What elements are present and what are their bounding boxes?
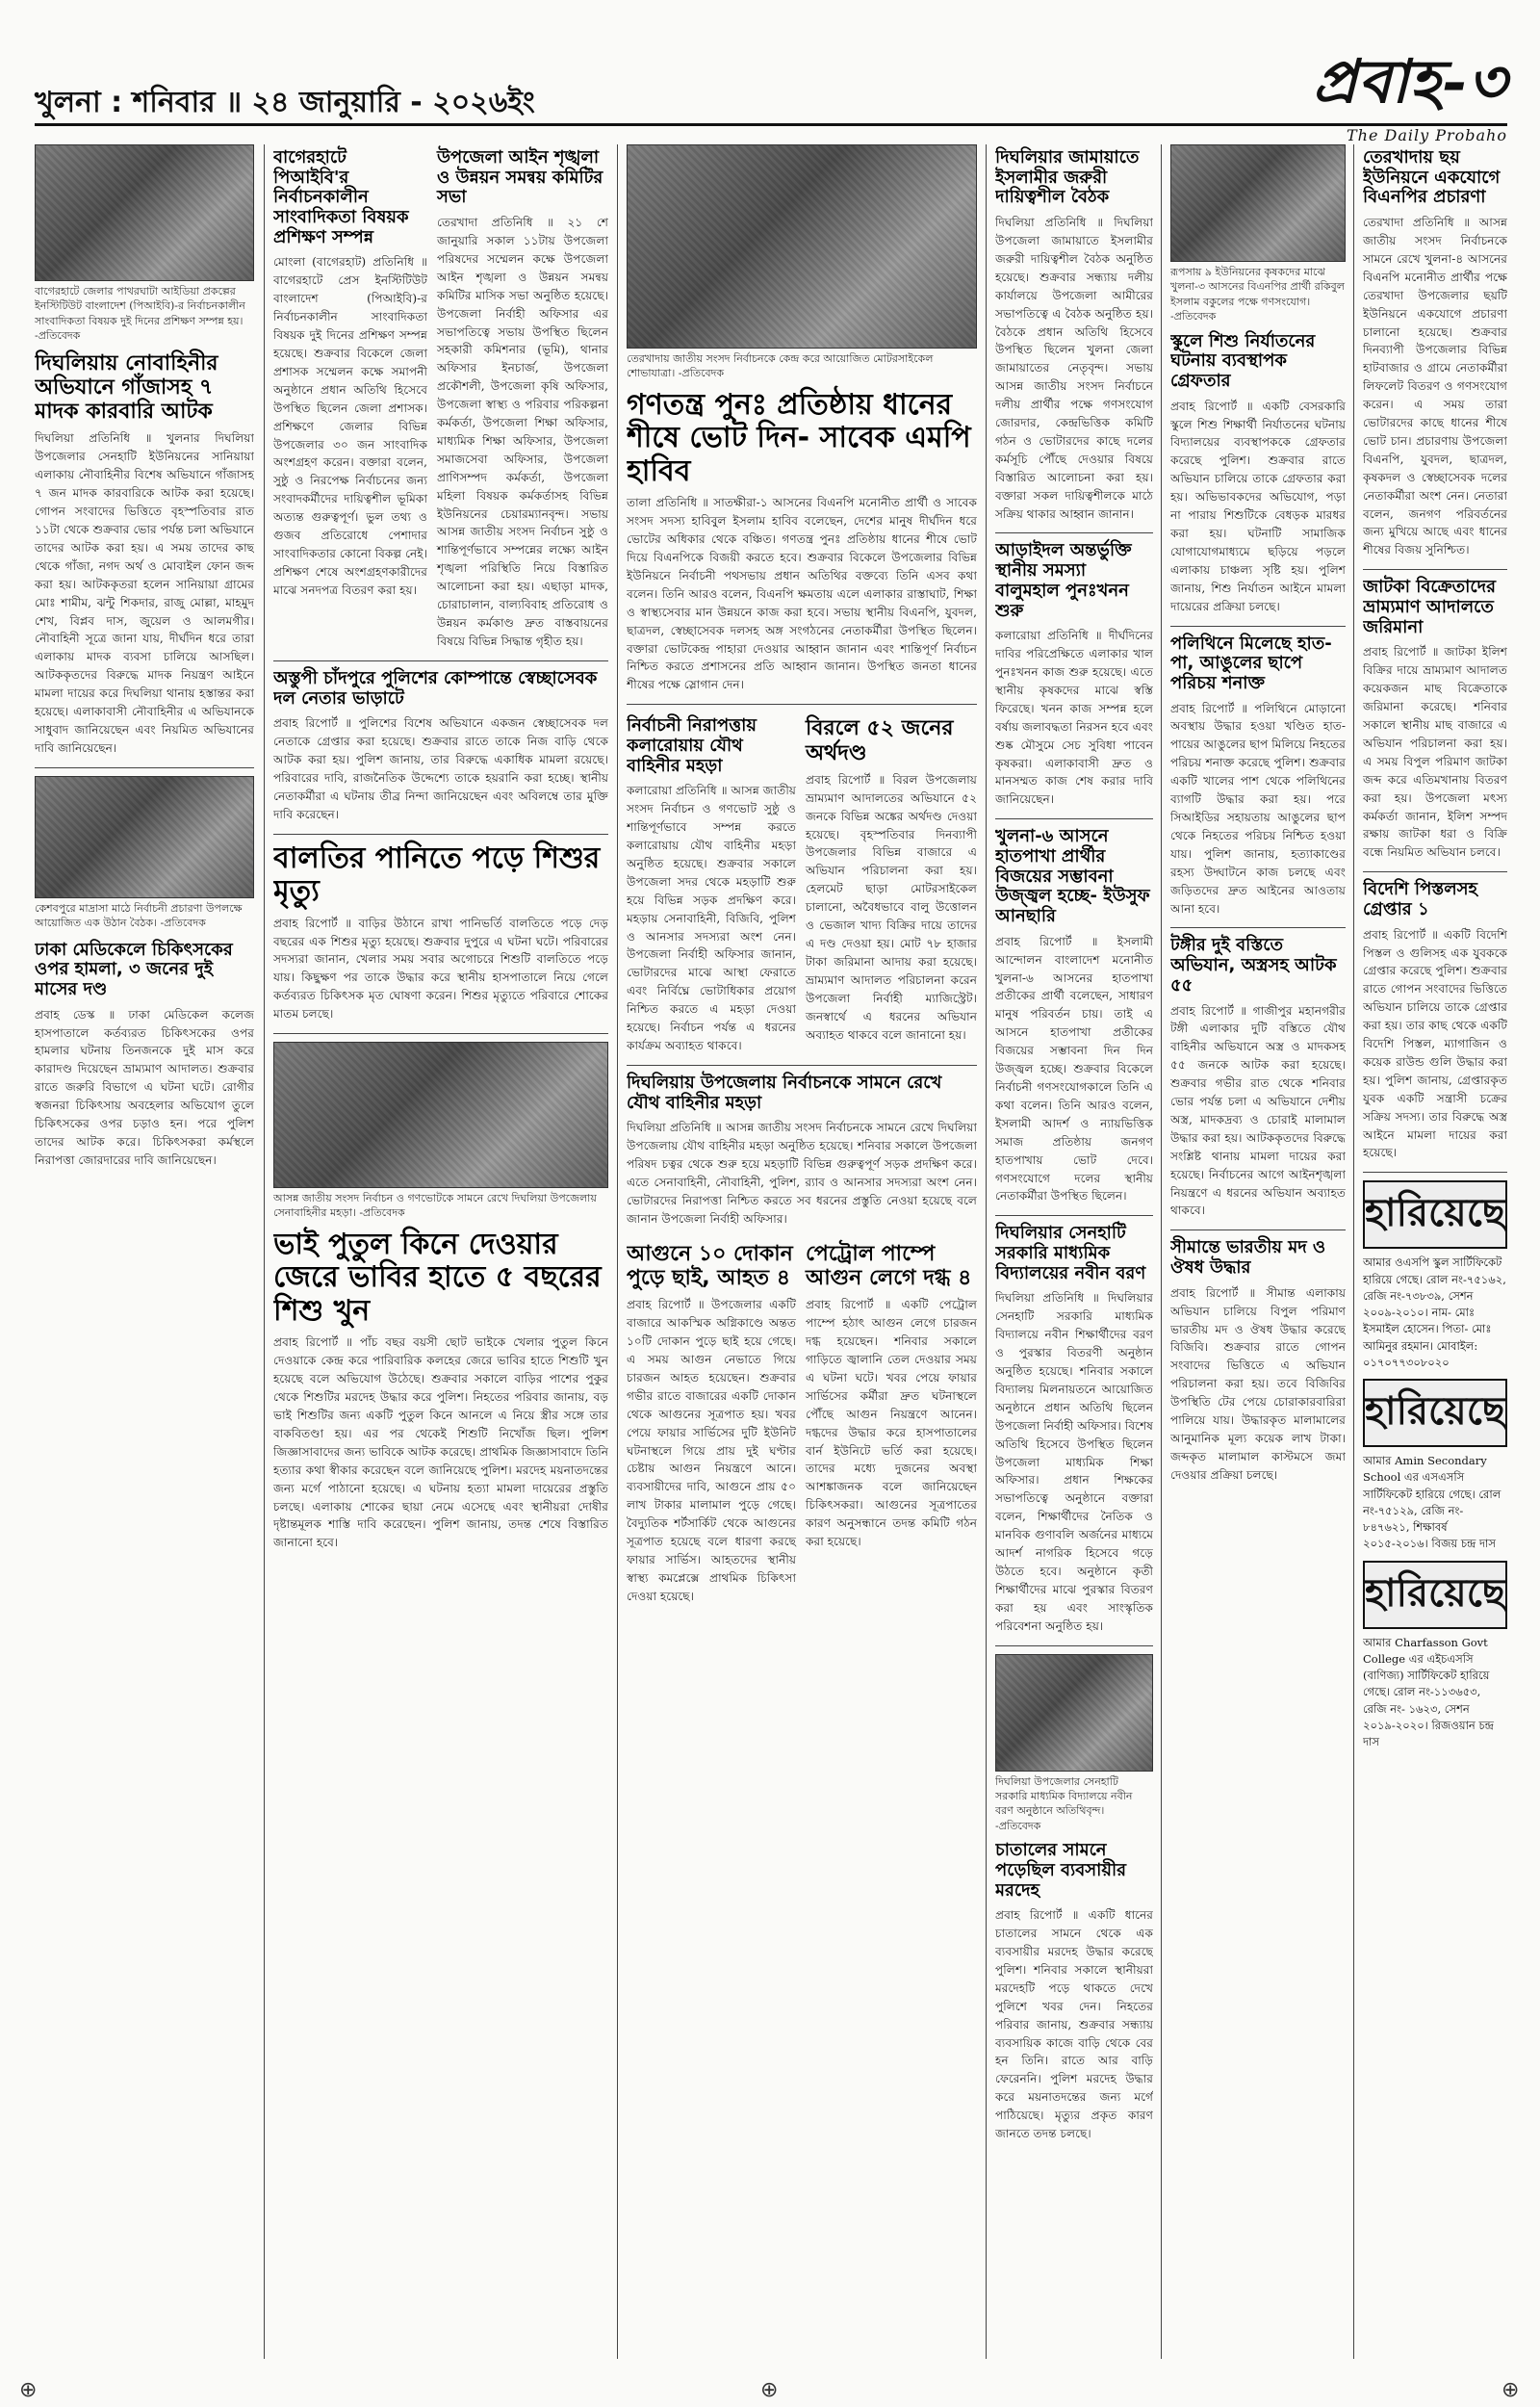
photo-caption: তেরখাদায় জাতীয় সংসদ নির্বাচনকে কেন্দ্র করে আয়োজিত মোটরসাইকেল শোভাযাত্রা। -প্রতিবেদক (627, 352, 934, 380)
story-pair (627, 1238, 977, 1606)
photo-caption: বাগেরহাটে জেলার পাথরঘাটা আইডিয়া প্রকল্পের ইনস্টিটিউট বাংলাদেশ (পিআইবি)-র নির্বাচনকালীন সাংবাদিকতা বিষয়ক দুই দিনের প্রশিক্ষণ সম্পন্ন হয়। -প্রতিবেদক (35, 285, 245, 343)
story-body: দিঘলিয়া প্রতিনিধি ॥ দিঘলিয়ার সেনহাটি সরকারি মাধ্যমিক বিদ্যালয়ে নবীন শিক্ষার্থীদের বরণ ও পুরস্কার বিতরণী অনুষ্ঠান অনুষ্ঠিত হয়েছে। শনিবার সকালে বিদ্যালয় মিলনায়তনে আয়োজিত অনুষ্ঠানে প্রধান অতিথি ছিলেন উপজেলা নির্বাহী অফিসার। বিশেষ অতিথি হিসেবে উপস্থিত ছিলেন উপজেলা মাধ্যমিক শিক্ষা অফিসার। প্রধান শিক্ষকের সভাপতিত্বে অনুষ্ঠানে বক্তারা বলেন, শিক্ষার্থীদের নৈতিক ও মানবিক গুণাবলি অর্জনের মাধ্যমে আদর্শ নাগরিক হিসেবে গড়ে উঠতে হবে। অনুষ্ঠানে কৃতী শিক্ষার্থীদের মাঝে পুরস্কার বিতরণ করা হয় এবং সাংস্কৃতিক পরিবেশনা অনুষ্ঠিত হয়। (995, 1291, 1153, 1633)
story-s9 (627, 712, 796, 1055)
story-photo (1170, 144, 1346, 262)
headline: পেট্রোল পাম্পে আগুন লেগে দগ্ধ ৪ (806, 1241, 972, 1291)
headline: গণতন্ত্র পুনঃ প্রতিষ্ঠায় ধানের শীষে ভোট দিন- সাবেক এমপি হাবিব (627, 387, 971, 488)
headline: খুলনা-৬ আসনে হাতপাখা প্রার্থীর বিজয়ের সম্ভাবনা উজ্জ্বল হচ্ছে- ইউসুফ আনছারি (995, 826, 1150, 927)
story-s17 (995, 1224, 1153, 1635)
story-body: দিঘলিয়া প্রতিনিধি ॥ দিঘলিয়া উপজেলা জামায়াতে ইসলামীর জরুরী দায়িত্বশীল বৈঠক অনুষ্ঠিত হয়েছে। শুক্রবার সন্ধ্যায় দলীয় কার্যালয়ে উপজেলা আমীরের সভাপতিত্বে এ বৈঠক অনুষ্ঠিত হয়। বৈঠকে প্রধান অতিথি হিসেবে উপস্থিত ছিলেন খুলনা জেলা জামায়াতের নেতৃবৃন্দ। সভায় আসন্ন জাতীয় সংসদ নির্বাচনে দলীয় প্রার্থীর পক্ষে গণসংযোগ জোরদার, কেন্দ্রভিত্তিক কমিটি গঠন ও ভোটারদের কাছে দলের কর্মসূচি পৌঁছে দেওয়ার বিষয়ে বিস্তারিত আলোচনা করা হয়। বক্তারা সকল দায়িত্বশীলকে মাঠে সক্রিয় থাকার আহ্বান জানান। (995, 216, 1153, 521)
column-f (1363, 144, 1507, 2359)
column-rule (1353, 144, 1354, 2359)
story-body: কলারোয়া প্রতিনিধি ॥ আসন্ন জাতীয় সংসদ নির্বাচন ও গণভোট সুষ্ঠু ও শান্তিপূর্ণভাবে সম্পন্ন করতে কলারোয়ায় যৌথ বাহিনীর মহড়া অনুষ্ঠিত হয়েছে। শুক্রবার সকালে উপজেলা সদর থেকে মহড়াটি শুরু হয়ে বিভিন্ন সড়ক প্রদক্ষিণ করে। মহড়ায় সেনাবাহিনী, বিজিবি, পুলিশ ও আনসার সদস্যরা অংশ নেন। উপজেলা নির্বাহী অফিসার জানান, ভোটারদের মাঝে আস্থা ফেরাতে এবং নির্বিঘ্নে ভোটাধিকার প্রয়োগ নিশ্চিত করতে এ মহড়া দেওয়া হয়েছে। নির্বাচন পর্যন্ত এ ধরনের কার্যক্রম অব্যাহত থাকবে। (627, 784, 796, 1052)
paper-tagline: The Daily Probaho (1346, 126, 1507, 144)
headline: আড়াইদল অন্তর্ভুক্তি স্থানীয় সমস্যা বালুমহাল পুনঃখনন শুরু (995, 540, 1132, 621)
story-s20 (1363, 148, 1507, 559)
story-s15 (995, 541, 1153, 809)
headline: দিঘলিয়ায় নোবাহিনীর অভিযানে গাঁজাসহ ৭ মাদক কারবারি আটক (35, 350, 218, 425)
headline: দিঘলিয়ায় উপজেলায় নির্বাচনকে সামনে রেখে যৌথ বাহিনীর মহড়া (627, 1072, 942, 1113)
paper-logo (1313, 37, 1507, 144)
story-s19 (1170, 144, 1346, 616)
story-s4 (35, 776, 254, 931)
headline: বিদেশি পিস্তলসহ গ্রেপ্তার ১ (1363, 879, 1477, 919)
registration-mark-icon: ⊕ (19, 2378, 38, 2402)
story-s24 (1363, 880, 1507, 1162)
classified-ad: আমার Charfasson Govt College এর এইচএসসি (বাণিজ্য) সার্টিফিকেট হারিয়ে গেছে। রোল নং-১১৩৬৫৩, রেজি নং- ১৬২৩, সেশন ২০১৯-২০২০। রিজওয়ান চন্দ্র দাস (1363, 1635, 1494, 1749)
story-photo (995, 1654, 1153, 1772)
classified-title: হারিয়েছে (1363, 1379, 1507, 1447)
story-s14 (995, 148, 1153, 523)
story-body: তেরখাদা প্রতিনিধি ॥ ২১ শে জানুয়ারি সকাল ১১টায় উপজেলা পরিষদের সম্মেলন কক্ষে উপজেলা আইন শৃঙ্খলা ও উন্নয়ন সমন্বয় কমিটির মাসিক সভা অনুষ্ঠিত হয়েছে। উপজেলা নির্বাহী অফিসার এর সভাপতিত্বে সভায় উপস্থিত ছিলেন সহকারী কমিশনার (ভূমি), থানার অফিসার ইনচার্জ, উপজেলা প্রকৌশলী, উপজেলা কৃষি অফিসার, উপজেলা স্বাস্থ্য ও পরিবার পরিকল্পনা কর্মকর্তা, উপজেলা শিক্ষা অফিসার, মাধ্যমিক শিক্ষা অফিসার, উপজেলা সমাজসেবা অফিসার, উপজেলা প্রাণিসম্পদ কর্মকর্তা, উপজেলা মহিলা বিষয়ক কর্মকর্তাসহ বিভিন্ন ইউনিয়নের চেয়ারম্যানবৃন্দ। সভায় আসন্ন জাতীয় সংসদ নির্বাচন সুষ্ঠু ও শান্তিপূর্ণভাবে সম্পন্নের লক্ষ্যে আইন শৃঙ্খলা পরিস্থিতি নিয়ে বিস্তারিত আলোচনা করা হয়। এছাড়া মাদক, চোরাচালান, বাল্যবিবাহ প্রতিরোধ ও উন্নয়ন কর্মকাণ্ড দ্রুত বাস্তবায়নের বিষয়ে বিভিন্ন সিদ্ধান্ত গৃহীত হয়। (437, 216, 608, 648)
story-body: প্রবাহ রিপোর্ট ॥ একটি বেসরকারি স্কুলে শিশু শিক্ষার্থী নির্যাতনের ঘটনায় বিদ্যালয়ের ব্যবস্থাপককে গ্রেফতার করেছে পুলিশ। শুক্রবার রাতে অভিযান চালিয়ে তাকে গ্রেফতার করা হয়। অভিভাবকদের অভিযোগ, পড়া না পারায় শিশুটিকে বেধড়ক মারধর করা হয়। ঘটনাটি সামাজিক যোগাযোগমাধ্যমে ছড়িয়ে পড়লে এলাকায় চাঞ্চল্য সৃষ্টি হয়। পুলিশ জানায়, শিশু নির্যাতন আইনে মামলা দায়েরের প্রক্রিয়া চলছে। (1170, 399, 1346, 613)
story-body: প্রবাহ রিপোর্ট ॥ পলিথিনে মোড়ানো অবস্থায় উদ্ধার হওয়া খণ্ডিত হাত-পায়ের আঙুলের ছাপ মিলিয়ে নিহতের পরিচয় শনাক্ত করেছে পুলিশ। শুক্রবার একটি খালের পাশ থেকে পলিথিনের ব্যাগটি উদ্ধার করা হয়। পরে সিআইডির সহায়তায় আঙুলের ছাপ থেকে নিহতের পরিচয় নিশ্চিত হওয়া যায়। পুলিশ জানায়, হত্যাকাণ্ডের রহস্য উদ্ঘাটনে কাজ চলছে এবং জড়িতদের দ্রুত আইনের আওতায় আনা হবে। (1170, 701, 1346, 916)
column-c (627, 144, 977, 2359)
column-e (1170, 144, 1346, 2359)
headline: পলিথিনে মিলেছে হাত-পা, আঙুলের ছাপে পরিচয় শনাক্ত (1170, 633, 1332, 693)
story-s16 (995, 827, 1153, 1205)
headline: ঢাকা মেডিকেলে চিকিৎসকের ওপর হামলা, ৩ জনের দুই মাসের দণ্ড (35, 939, 233, 999)
column-b (273, 144, 608, 2359)
headline: উপজেলা আইন শৃঙ্খলা ও উন্নয়ন সমন্বয় কমিটির সভা (437, 147, 603, 208)
story-s7 (273, 1042, 608, 1552)
photo-caption: আসন্ন জাতীয় সংসদ নির্বাচন ও গণভোটকে সামনে রেখে দিঘলিয়া উপজেলায় সেনাবাহিনীর মহড়া। -প্রতিবেদক (273, 1192, 597, 1220)
story-pair (273, 144, 608, 651)
story-s8 (627, 144, 977, 694)
story-s4-text (273, 669, 608, 824)
classifieds (1363, 1180, 1507, 1750)
paper-name: প্রবাহ-৩ (1312, 46, 1507, 116)
dateline: খুলনা : শনিবার ॥ ২৪ জানুয়ারি - ২০২৬ইং (35, 86, 535, 119)
story-body: কলারোয়া প্রতিনিধি ॥ দীর্ঘদিনের দাবির পরিপ্রেক্ষিতে এলাকার খাল পুনঃখনন কাজ শুরু হয়েছে। এতে স্থানীয় কৃষকদের মাঝে স্বস্তি ফিরেছে। খনন কাজ সম্পন্ন হলে বর্ষায় জলাবদ্ধতা নিরসন হবে এবং শুষ্ক মৌসুমে সেচ সুবিধা পাবেন কৃষকরা। এলাকাবাসী দ্রুত ও মানসম্মত কাজ শেষ করার দাবি জানিয়েছেন। (995, 629, 1153, 807)
headline: ভাই পুতুল কিনে দেওয়ার জেরে ভাবির হাতে ৫ বছরের শিশু খুন (273, 1227, 602, 1328)
story-body: প্রবাহ রিপোর্ট ॥ উপজেলার একটি বাজারে আকস্মিক অগ্নিকাণ্ডে অন্তত ১০টি দোকান পুড়ে ছাই হয়ে গেছে। এ সময় আগুন নেভাতে গিয়ে চারজন আহত হয়েছেন। শুক্রবার গভীর রাতে বাজারের একটি দোকান থেকে আগুনের সূত্রপাত হয়। খবর পেয়ে ফায়ার সার্ভিসের দুটি ইউনিট ঘটনাস্থলে গিয়ে প্রায় দুই ঘণ্টার চেষ্টায় আগুন নিয়ন্ত্রণে আনে। ব্যবসায়ীদের দাবি, আগুনে প্রায় ৫০ লাখ টাকার মালামাল পুড়ে গেছে। বৈদ্যুতিক শর্টসার্কিট থেকে আগুনের সূত্রপাত হয়েছে বলে ধারণা করছে ফায়ার সার্ভিস। আহতদের স্থানীয় স্বাস্থ্য কমপ্লেক্সে প্রাথমিক চিকিৎসা দেওয়া হয়েছে। (627, 1298, 796, 1603)
story-body: মোংলা (বাগেরহাট) প্রতিনিধি ॥ বাগেরহাটে প্রেস ইনস্টিটিউট বাংলাদেশ (পিআইবি)-র নির্বাচনকালীন সাংবাদিকতা বিষয়ক দুই দিনের প্রশিক্ষণ সম্পন্ন হয়েছে। শুক্রবার বিকেলে জেলা প্রশাসক সম্মেলন কক্ষে সমাপনী অনুষ্ঠানে প্রধান অতিথি হিসেবে উপস্থিত ছিলেন জেলা প্রশাসক। প্রশিক্ষণে জেলার বিভিন্ন উপজেলার ৩০ জন সাংবাদিক অংশগ্রহণ করেন। বক্তারা বলেন, সুষ্ঠু ও নিরপেক্ষ নির্বাচনের জন্য সংবাদকর্মীদের দায়িত্বশীল ভূমিকা অত্যন্ত গুরুত্বপূর্ণ। ভুল তথ্য ও গুজব প্রতিরোধে পেশাদার সাংবাদিকতার কোনো বিকল্প নেই। প্রশিক্ষণ শেষে অংশগ্রহণকারীদের মাঝে সনদপত্র বিতরণ করা হয়। (273, 255, 427, 597)
story-s25 (1170, 1238, 1346, 1484)
story-photo (35, 776, 254, 898)
story-body: প্রবাহ রিপোর্ট ॥ বাড়ির উঠানে রাখা পানিভর্তি বালতিতে পড়ে দেড় বছরের এক শিশুর মৃত্যু হয়েছে। শুক্রবার দুপুরে এ ঘটনা ঘটে। পরিবারের সদস্যরা জানান, খেলার সময় সবার অগোচরে শিশুটি বালতিতে পড়ে যায়। কিছুক্ষণ পর তাকে উদ্ধার করে স্থানীয় হাসপাতালে নিয়ে গেলে কর্তব্যরত চিকিৎসক মৃত ঘোষণা করেন। শিশুর মৃত্যুতে পরিবারে শোকের মাতম চলছে। (273, 916, 608, 1022)
story-photo (35, 144, 254, 281)
headline: জাটকা বিক্রেতাদের ভ্রাম্যমাণ আদালতে জরিমানা (1363, 577, 1496, 637)
headline: স্কুলে শিশু নির্যাতনের ঘটনায় ব্যবস্থাপক গ্রেফতার (1170, 330, 1316, 391)
headline: চাতালের সামনে পড়েছিল ব্যবসায়ীর মরদেহ (995, 1840, 1127, 1901)
story-body: প্রবাহ রিপোর্ট ॥ জাটকা ইলিশ বিক্রির দায়ে ভ্রাম্যমাণ আদালত কয়েকজন মাছ বিক্রেতাকে জরিমানা করেছে। শনিবার সকালে স্থানীয় মাছ বাজারে এ অভিযান পরিচালনা করা হয়। এ সময় বিপুল পরিমাণ জাটকা জব্দ করে এতিমখানায় বিতরণ করা হয়। উপজেলা মৎস্য কর্মকর্তা জানান, ইলিশ সম্পদ রক্ষায় জাটকা ধরা ও বিক্রি বন্ধে নিয়মিত অভিযান চলবে। (1363, 645, 1507, 860)
story-body: তালা প্রতিনিধি ॥ সাতক্ষীরা-১ আসনের বিএনপি মনোনীত প্রার্থী ও সাবেক সংসদ সদস্য হাবিবুল ইসলাম হাবিব বলেছেন, দেশের মানুষ দীর্ঘদিন ধরে ভোটের অধিকার থেকে বঞ্চিত। গণতন্ত্র পুনঃ প্রতিষ্ঠায় ধানের শীষে ভোট দিয়ে বিএনপিকে বিজয়ী করতে হবে। শুক্রবার বিকেলে উপজেলার বিভিন্ন ইউনিয়নে নির্বাচনী পথসভায় প্রধান অতিথির বক্তব্যে তিনি এসব কথা বলেন। তিনি আরও বলেন, বিএনপি ক্ষমতায় এলে এলাকার রাস্তাঘাট, শিক্ষা ও স্বাস্থ্যসেবার মান উন্নয়নে কাজ করা হবে। সভায় স্থানীয় বিএনপি, যুবদল, ছাত্রদল, স্বেচ্ছাসেবক দলসহ অঙ্গ সংগঠনের নেতাকর্মীরা উপস্থিত ছিলেন। বক্তারা ভোটকেন্দ্র পাহারা দেওয়ার আহ্বান জানান এবং শান্তিপূর্ণ নির্বাচন নিশ্চিত করতে প্রশাসনের প্রতি আহ্বান জানান। উপস্থিত জনতা ধানের শীষের পক্ষে স্লোগান দেন। (627, 496, 977, 692)
story-body: প্রবাহ ডেস্ক ॥ ঢাকা মেডিকেল কলেজ হাসপাতালে কর্তব্যরত চিকিৎসকের ওপর হামলার ঘটনায় তিনজনকে দুই মাস করে কারাদণ্ড দিয়েছেন ভ্রাম্যমাণ আদালত। শুক্রবার রাতে জরুরি বিভাগে এ ঘটনা ঘটে। রোগীর স্বজনরা চিকিৎসায় অবহেলার অভিযোগ তুলে চিকিৎসকের ওপর চড়াও হন। পরে পুলিশ তাদের আটক করে। চিকিৎসকরা কর্মস্থলে নিরাপত্তা জোরদারের দাবি জানিয়েছেন। (35, 1007, 254, 1167)
story-body: প্রবাহ রিপোর্ট ॥ সীমান্ত এলাকায় অভিযান চালিয়ে বিপুল পরিমাণ ভারতীয় মদ ও ঔষধ উদ্ধার করেছে বিজিবি। শুক্রবার রাতে গোপন সংবাদের ভিত্তিতে এ অভিযান পরিচালনা করা হয়। তবে বিজিবির উপস্থিতি টের পেয়ে চোরাকারবারিরা পালিয়ে যায়। উদ্ধারকৃত মালামালের আনুমানিক মূল্য কয়েক লাখ টাকা। জব্দকৃত মালামাল কাস্টমসে জমা দেওয়ার প্রক্রিয়া চলছে। (1170, 1285, 1346, 1482)
headline: বালতির পানিতে পড়ে শিশুর মৃত্যু (273, 841, 601, 909)
column-rule (1161, 144, 1162, 2359)
page-content (35, 144, 1507, 2359)
story-body: দিঘলিয়া প্রতিনিধি ॥ আসন্ন জাতীয় সংসদ নির্বাচনকে সামনে রেখে দিঘলিয়া উপজেলায় যৌথ বাহিনীর মহড়া অনুষ্ঠিত হয়েছে। শনিবার সকালে উপজেলা পরিষদ চত্বর থেকে শুরু হয়ে মহড়াটি বিভিন্ন গুরুত্বপূর্ণ সড়ক প্রদক্ষিণ করে। এতে সেনাবাহিনী, নৌবাহিনী, পুলিশ, র‌্যাব ও আনসার সদস্যরা অংশ নেন। ভোটারদের নিরাপত্তা নিশ্চিত করতে সব ধরনের প্রস্তুতি নেওয়া হয়েছে বলে জানান উপজেলা নির্বাহী অফিসার। (627, 1121, 977, 1226)
story-body: প্রবাহ রিপোর্ট ॥ ইসলামী আন্দোলন বাংলাদেশ মনোনীত খুলনা-৬ আসনের হাতপাখা প্রতীকের প্রার্থী বলেছেন, সাধারণ মানুষ পরিবর্তন চায়। তাই এ আসনে হাতপাখা প্রতীকের বিজয়ের সম্ভাবনা দিন দিন উজ্জ্বল হচ্ছে। শুক্রবার বিকেলে নির্বাচনী গণসংযোগকালে তিনি এ কথা বলেন। তিনি আরও বলেন, ইসলামী আদর্শ ও ন্যায়ভিত্তিক সমাজ প্রতিষ্ঠায় জনগণ হাতপাখায় ভোট দেবে। গণসংযোগে দলের স্থানীয় নেতাকর্মীরা উপস্থিত ছিলেন। (995, 934, 1153, 1204)
story-body: প্রবাহ রিপোর্ট ॥ গাজীপুর মহানগরীর টঙ্গী এলাকার দুটি বস্তিতে যৌথ বাহিনীর অভিযানে অস্ত্র ও মাদকসহ ৫৫ জনকে আটক করা হয়েছে। শুক্রবার গভীর রাত থেকে শনিবার ভোর পর্যন্ত চলা এ অভিযানে দেশীয় অস্ত্র, মাদকদ্রব্য ও চোরাই মালামাল উদ্ধার করা হয়। আটককৃতদের বিরুদ্ধে সংশ্লিষ্ট থানায় মামলা দায়ের করা হয়েছে। নির্বাচনের আগে আইনশৃঙ্খলা নিয়ন্ত্রণে এ ধরনের অভিযান অব্যাহত থাকবে। (1170, 1003, 1346, 1218)
classified-title: হারিয়েছে (1363, 1561, 1507, 1629)
headline: সীমান্তে ভারতীয় মদ ও ঔষধ উদ্ধার (1170, 1237, 1326, 1279)
column-rule (264, 144, 265, 2359)
headline: দিঘলিয়ার সেনহাটি সরকারি মাধ্যমিক বিদ্যালয়ের নবীন বরণ (995, 1223, 1146, 1283)
headline: দিঘলিয়ার জামায়াতে ইসলামীর জরুরী দায়িত্বশীল বৈঠক (995, 147, 1140, 208)
story-body: দিঘলিয়া প্রতিনিধি ॥ খুলনার দিঘলিয়া উপজেলার সেনহাটি ইউনিয়নের সানিয়ায়া এলাকায় নৌবাহিনীর বিশেষ অভিযানে গাঁজাসহ ৭ জন মাদক কারবারিকে আটক করা হয়েছে। গোপন সংবাদের ভিত্তিতে বৃহস্পতিবার রাত ১১টা থেকে শুক্রবার ভোর পর্যন্ত চলা অভিযানে তাদের আটক করা হয়। এ সময় তাদের কাছ থেকে গাঁজা, নগদ অর্থ ও মোবাইল ফোন জব্দ করা হয়। আটককৃতরা হলেন সানিয়ায়া গ্রামের মোঃ শামীম, ঝন্টু শিকদার, রাজু মোল্লা, মাহমুদ শেখ, বিপ্লব দাস, জুয়েল ও আলমগীর। নৌবাহিনী সূত্রে জানা যায়, দীর্ঘদিন ধরে তারা এলাকায় মাদক ব্যবসা চালিয়ে আসছিল। আটককৃতদের বিরুদ্ধে মাদক নিয়ন্ত্রণ আইনে মামলা দায়ের করে দিঘলিয়া থানায় হস্তান্তর করা হয়েছে। এলাকাবাসী নৌবাহিনীর এ অভিযানকে সাধুবাদ জানিয়েছেন এবং নিয়মিত অভিযানের দাবি জানিয়েছেন। (35, 431, 254, 755)
headline: নির্বাচনী নিরাপত্তায় কলারোয়ায় যৌথ বাহিনীর মহড়া (627, 715, 757, 776)
registration-mark-icon: ⊕ (1502, 2378, 1520, 2402)
column-rule (986, 144, 987, 2359)
headline: অস্তুপী চাঁদপুরে পুলিশের কোম্পান্তে স্বেচ্ছাসেবক দল নেতার ভাড়াটে (273, 667, 598, 709)
headline: তেরখাদায় ছয় ইউনিয়নে একযোগে বিএনপির প্রচারণা (1363, 147, 1501, 208)
story-s1 (35, 144, 254, 758)
headline: টঙ্গীর দুই বস্তিতে অভিযান, অস্ত্রসহ আটক ৫৫ (1170, 935, 1337, 996)
story-s21 (1170, 634, 1346, 919)
story-photo (273, 1042, 608, 1188)
classified-ad: আমার ওএসপি স্কুল সার্টিফিকেট হারিয়ে গেছে। রোল নং-৭৫১৬২, রেজি নং-৭৩৮৩৯, সেশন ২০০৯-২০১০। নাম- মোঃ ইসমাইল হোসেন। পিতা- মোঃ আমিনুর রহমান। মোবাইল: ০১৭০৭৭৩০৮০২০ (1363, 1255, 1506, 1369)
headline: আগুনে ১০ দোকান পুড়ে ছাই, আহত ৪ (627, 1241, 793, 1291)
column-a (35, 144, 254, 2359)
masthead (35, 27, 1507, 144)
story-body: প্রবাহ রিপোর্ট ॥ পুলিশের বিশেষ অভিযানে একজন স্বেচ্ছাসেবক দল নেতাকে গ্রেপ্তার করা হয়েছে। শুক্রবার রাতে তাকে নিজ বাড়ি থেকে আটক করা হয়। পুলিশ জানায়, তার বিরুদ্ধে একাধিক মামলা রয়েছে। পরিবারের দাবি, রাজনৈতিক উদ্দেশ্যে তাকে হয়রানি করা হচ্ছে। স্থানীয় নেতাকর্মীরা এ ঘটনায় তীব্র নিন্দা জানিয়েছেন এবং অবিলম্বে তার মুক্তি দাবি করেছেন। (273, 716, 608, 821)
story-s3 (437, 144, 608, 651)
story-s22 (1170, 936, 1346, 1220)
headline: বাগেরহাটে পিআইবি'র নির্বাচনকালীন সাংবাদিকতা বিষয়ক প্রশিক্ষণ সম্পন্ন (273, 147, 409, 247)
story-body: প্রবাহ রিপোর্ট ॥ একটি বিদেশি পিস্তল ও গুলিসহ এক যুবককে গ্রেপ্তার করেছে পুলিশ। শুক্রবার রাতে গোপন সংবাদের ভিত্তিতে অভিযান চালিয়ে তাকে গ্রেপ্তার করা হয়। তার কাছ থেকে একটি বিদেশি পিস্তল, ম্যাগাজিন ও কয়েক রাউন্ড গুলি উদ্ধার করা হয়। পুলিশ জানায়, গ্রেপ্তারকৃত যুবক একটি সন্ত্রাসী চক্রের সক্রিয় সদস্য। তার বিরুদ্ধে অস্ত্র আইনে মামলা দায়ের করা হয়েছে। (1363, 927, 1507, 1160)
headline: বিরলে ৫২ জনের অর্থদণ্ড (806, 716, 954, 765)
photo-caption: কেশবপুরে মাদ্রাসা মাঠে নির্বাচনী প্রচারণা উপলক্ষে আয়োজিত এক উঠান বৈঠক। -প্রতিবেদক (35, 901, 243, 930)
story-s23 (1363, 578, 1507, 862)
registration-mark-icon: ⊕ (760, 2378, 779, 2402)
story-body: প্রবাহ রিপোর্ট ॥ একটি ধানের চাতালের সামনে থেকে এক ব্যবসায়ীর মরদেহ উদ্ধার করেছে পুলিশ। শনিবার সকালে স্থানীয়রা মরদেহটি পড়ে থাকতে দেখে পুলিশে খবর দেন। নিহতের পরিবার জানায়, শুক্রবার সন্ধ্যায় ব্যবসায়িক কাজে বাড়ি থেকে বের হন তিনি। রাতে আর বাড়ি ফেরেননি। পুলিশ মরদেহ উদ্ধার করে ময়নাতদন্তের জন্য মর্গে পাঠিয়েছে। মৃত্যুর প্রকৃত কারণ জানতে তদন্ত চলছে। (995, 1908, 1153, 2141)
classified-title: হারিয়েছে (1363, 1180, 1507, 1249)
classified-ad: আমার Amin Secondary School এর এসএসসি সার্টিফিকেট হারিয়ে গেছে। রোল নং-৭৫১২৯, রেজি নং- ৮৪৭৬২১, শিক্ষাবর্ষ ২০১৫-২০১৬। বিজয় চন্দ্র দাস (1363, 1454, 1502, 1551)
column-d (995, 144, 1153, 2359)
story-s6 (273, 842, 608, 1023)
story-s18 (995, 1654, 1153, 2143)
story-s2 (273, 144, 427, 651)
photo-caption: দিঘলিয়া উপজেলার সেনহাটি সরকারি মাধ্যমিক বিদ্যালয়ে নবীন বরণ অনুষ্ঠানে অতিথিবৃন্দ। -প্রতিবেদক (995, 1774, 1133, 1832)
story-pair (627, 712, 977, 1055)
story-photo (627, 144, 977, 349)
story-s13 (806, 1238, 977, 1606)
story-body: প্রবাহ রিপোর্ট ॥ পাঁচ বছর বয়সী ছোট ভাইকে খেলার পুতুল কিনে দেওয়াকে কেন্দ্র করে পারিবারিক কলহের জেরে ভাবির হাতে শিশুটি খুন হয়েছে বলে অভিযোগ উঠেছে। শুক্রবার সকালে বাড়ির পাশের পুকুর থেকে শিশুটির মরদেহ উদ্ধার করে পুলিশ। নিহতের পরিবার জানায়, বড় ভাই শিশুটির জন্য একটি পুতুল কিনে আনলে এ নিয়ে স্ত্রীর সঙ্গে তার বাকবিতণ্ডা হয়। এর পর থেকেই শিশুটি নিখোঁজ ছিল। পুলিশ জিজ্ঞাসাবাদের জন্য ভাবিকে আটক করেছে। প্রাথমিক জিজ্ঞাসাবাদে তিনি হত্যার কথা স্বীকার করেছেন বলে জানিয়েছে পুলিশ। মরদেহ ময়নাতদন্তের জন্য মর্গে পাঠানো হয়েছে। এ ঘটনায় হত্যা মামলা দায়েরের প্রস্তুতি চলছে। এলাকায় শোকের ছায়া নেমে এসেছে এবং স্থানীয়রা দোষীর দৃষ্টান্তমূলক শাস্তি দাবি করেছেন। পুলিশ জানায়, তদন্ত শেষে বিস্তারিত জানানো হবে। (273, 1335, 608, 1550)
story-s12 (627, 1238, 796, 1606)
story-s5 (35, 941, 254, 1170)
story-body: প্রবাহ রিপোর্ট ॥ বিরল উপজেলায় ভ্রাম্যমাণ আদালতের অভিযানে ৫২ জনকে বিভিন্ন অঙ্কের অর্থদণ্ড দেওয়া হয়েছে। বৃহস্পতিবার দিনব্যাপী উপজেলার বিভিন্ন বাজারে এ অভিযান পরিচালনা করা হয়। হেলমেট ছাড়া মোটরসাইকেল চালানো, অবৈধভাবে বালু উত্তোলন ও ভেজাল খাদ্য বিক্রির দায়ে তাদের এ দণ্ড দেওয়া হয়। মোট ৭৮ হাজার টাকা জরিমানা আদায় করা হয়েছে। ভ্রাম্যমাণ আদালত পরিচালনা করেন উপজেলা নির্বাহী ম্যাজিস্ট্রেট। জনস্বার্থে এ ধরনের অভিযান অব্যাহত থাকবে বলে জানানো হয়। (806, 772, 977, 1042)
story-body: প্রবাহ রিপোর্ট ॥ একটি পেট্রোল পাম্পে হঠাৎ আগুন লেগে চারজন দগ্ধ হয়েছেন। শনিবার সকালে গাড়িতে জ্বালানি তেল দেওয়ার সময় এ ঘটনা ঘটে। খবর পেয়ে ফায়ার সার্ভিসের কর্মীরা দ্রুত ঘটনাস্থলে পৌঁছে আগুন নিয়ন্ত্রণে আনেন। দগ্ধদের উদ্ধার করে হাসপাতালের বার্ন ইউনিটে ভর্তি করা হয়েছে। তাদের মধ্যে দুজনের অবস্থা আশঙ্কাজনক বলে জানিয়েছেন চিকিৎসকরা। আগুনের সূত্রপাতের কারণ অনুসন্ধানে তদন্ত কমিটি গঠন করা হয়েছে। (806, 1298, 977, 1549)
photo-caption: রূপসায় ৯ ইউনিয়নের কৃষকদের মাঝে খুলনা-৩ আসনের বিএনপির প্রার্থী রকিবুল ইসলাম বকুলের পক্ষে গণসংযোগ। -প্রতিবেদক (1170, 266, 1345, 324)
story-s10 (806, 712, 977, 1055)
story-body: তেরখাদা প্রতিনিধি ॥ আসন্ন জাতীয় সংসদ নির্বাচনকে সামনে রেখে খুলনা-৪ আসনের বিএনপি মনোনীত প্রার্থীর পক্ষে তেরখাদা উপজেলার ছয়টি ইউনিয়নে একযোগে প্রচারণা চালানো হয়েছে। শুক্রবার দিনব্যাপী উপজেলার বিভিন্ন হাটবাজার ও গ্রামে নেতাকর্মীরা লিফলেট বিতরণ ও গণসংযোগ করেন। এ সময় তারা ভোটারদের কাছে ধানের শীষে ভোট চান। প্রচারণায় উপজেলা বিএনপি, যুবদল, ছাত্রদল, কৃষকদল ও স্বেচ্ছাসেবক দলের নেতাকর্মীরা অংশ নেন। নেতারা বলেন, জনগণ পরিবর্তনের জন্য মুখিয়ে আছে এবং ধানের শীষের বিজয় সুনিশ্চিত। (1363, 216, 1507, 557)
column-rule (617, 144, 618, 2359)
story-s11 (627, 1074, 977, 1229)
